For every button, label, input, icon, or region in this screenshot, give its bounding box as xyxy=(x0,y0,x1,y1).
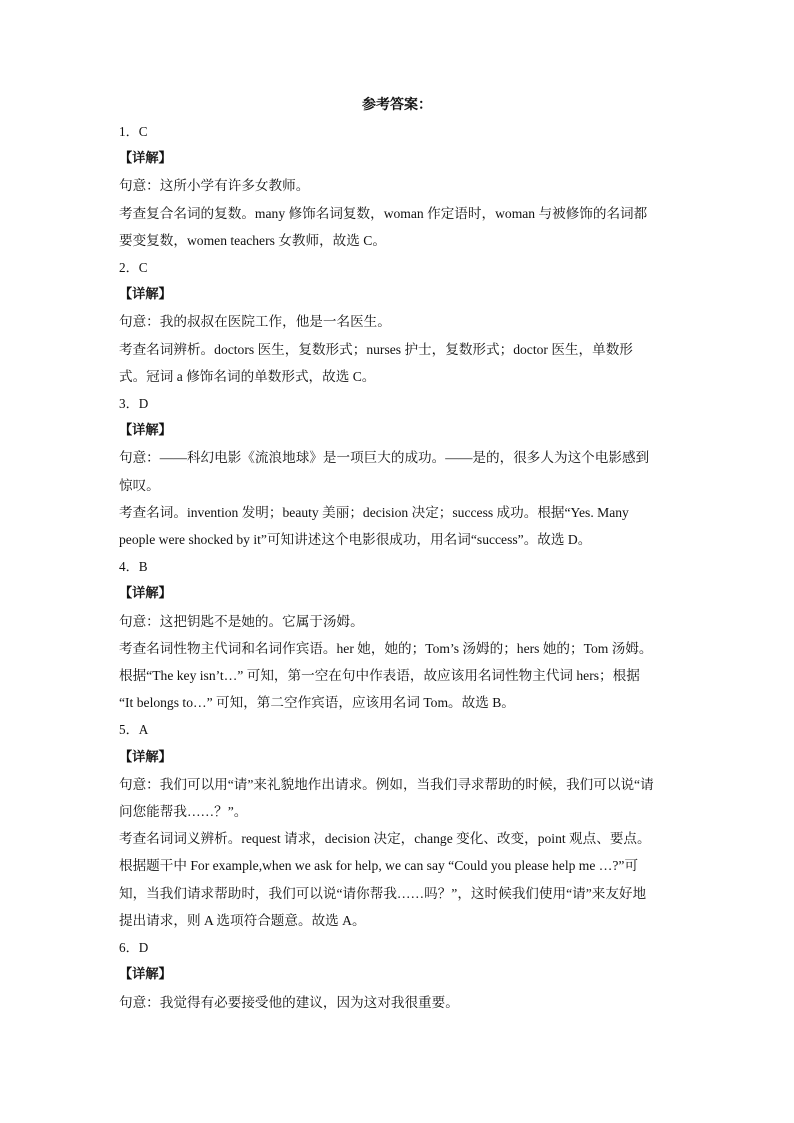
explanation-line: 考查复合名词的复数。many 修饰名词复数，woman 作定语时，woman 与被修饰的名词都 xyxy=(119,205,648,221)
page-title: 参考答案： xyxy=(362,97,432,113)
explanation-line: 考查名词辨析。doctors 医生，复数形式；nurses 护士，复数形式；doctor 医生，单数形 xyxy=(119,341,633,357)
explanation-line: 句意：这把钥匙不是她的。它属于汤姆。 xyxy=(119,613,364,629)
explanation-line: 问您能帮我……？”。 xyxy=(119,804,248,820)
answer-number: 4．B xyxy=(119,559,148,575)
answer-item xyxy=(119,553,679,716)
detail-heading: 【详解】 xyxy=(119,423,172,439)
explanation-line: 惊叹。 xyxy=(119,477,160,493)
answer-number: 6．D xyxy=(119,940,149,956)
explanation-line: 式。冠词 a 修饰名词的单数形式，故选 C。 xyxy=(119,368,376,384)
explanation-line: 考查名词词义辨析。request 请求，decision 决定，change 变化、改变，point 观点、要点。 xyxy=(119,831,651,847)
explanation-line: 根据题干中 For example,when we ask for help, we can say “Could you please help me …?”可 xyxy=(119,858,639,874)
answer-item xyxy=(119,390,679,553)
answer-item xyxy=(119,254,679,390)
explanation-line: 提出请求，则 A 选项符合题意。故选 A。 xyxy=(119,912,366,928)
answer-number: 1．C xyxy=(119,124,148,139)
answer-number: 2．C xyxy=(119,260,148,276)
detail-heading: 【详解】 xyxy=(119,586,172,602)
explanation-line: 句意：——科幻电影《流浪地球》是一项巨大的成功。——是的，很多人为这个电影感到 xyxy=(119,450,650,466)
answer-number: 5．A xyxy=(119,722,149,738)
explanation-line: 知，当我们请求帮助时，我们可以说“请你帮我……吗？”，这时候我们使用“请”来友好地 xyxy=(119,885,647,901)
detail-heading: 【详解】 xyxy=(119,151,172,167)
explanation-line: “It belongs to…” 可知，第二空作宾语，应该用名词 Tom。故选 B。 xyxy=(119,695,515,711)
explanation-line: 考查名词。invention 发明；beauty 美丽；decision 决定；success 成功。根据“Yes. Many xyxy=(119,504,629,520)
explanation-line: 句意：这所小学有许多女教师。 xyxy=(119,178,310,194)
answer-list xyxy=(119,118,679,1016)
answer-item xyxy=(119,716,679,934)
detail-heading: 【详解】 xyxy=(119,287,172,303)
explanation-line: 考查名词性物主代词和名词作宾语。her 她，她的；Tom’s 汤姆的；hers 她的；Tom 汤姆。 xyxy=(119,640,653,656)
answer-number: 3．D xyxy=(119,396,149,412)
answer-item xyxy=(119,118,679,254)
answer-item xyxy=(119,934,679,1016)
detail-heading: 【详解】 xyxy=(119,749,172,765)
explanation-line: 句意：我觉得有必要接受他的建议，因为这对我很重要。 xyxy=(119,994,459,1010)
explanation-line: 句意：我们可以用“请”来礼貌地作出请求。例如，当我们寻求帮助的时候，我们可以说“请 xyxy=(119,776,654,792)
explanation-line: 句意：我的叔叔在医院工作，他是一名医生。 xyxy=(119,314,391,330)
explanation-line: 根据“The key isn’t…” 可知，第一空在句中作表语，故应该用名词性物主代词 hers；根据 xyxy=(119,668,640,684)
detail-heading: 【详解】 xyxy=(119,967,172,983)
explanation-line: 要变复数，women teachers 女教师，故选 C。 xyxy=(119,232,386,248)
explanation-line: people were shocked by it”可知讲述这个电影很成功，用名词“success”。故选 D。 xyxy=(119,532,592,548)
